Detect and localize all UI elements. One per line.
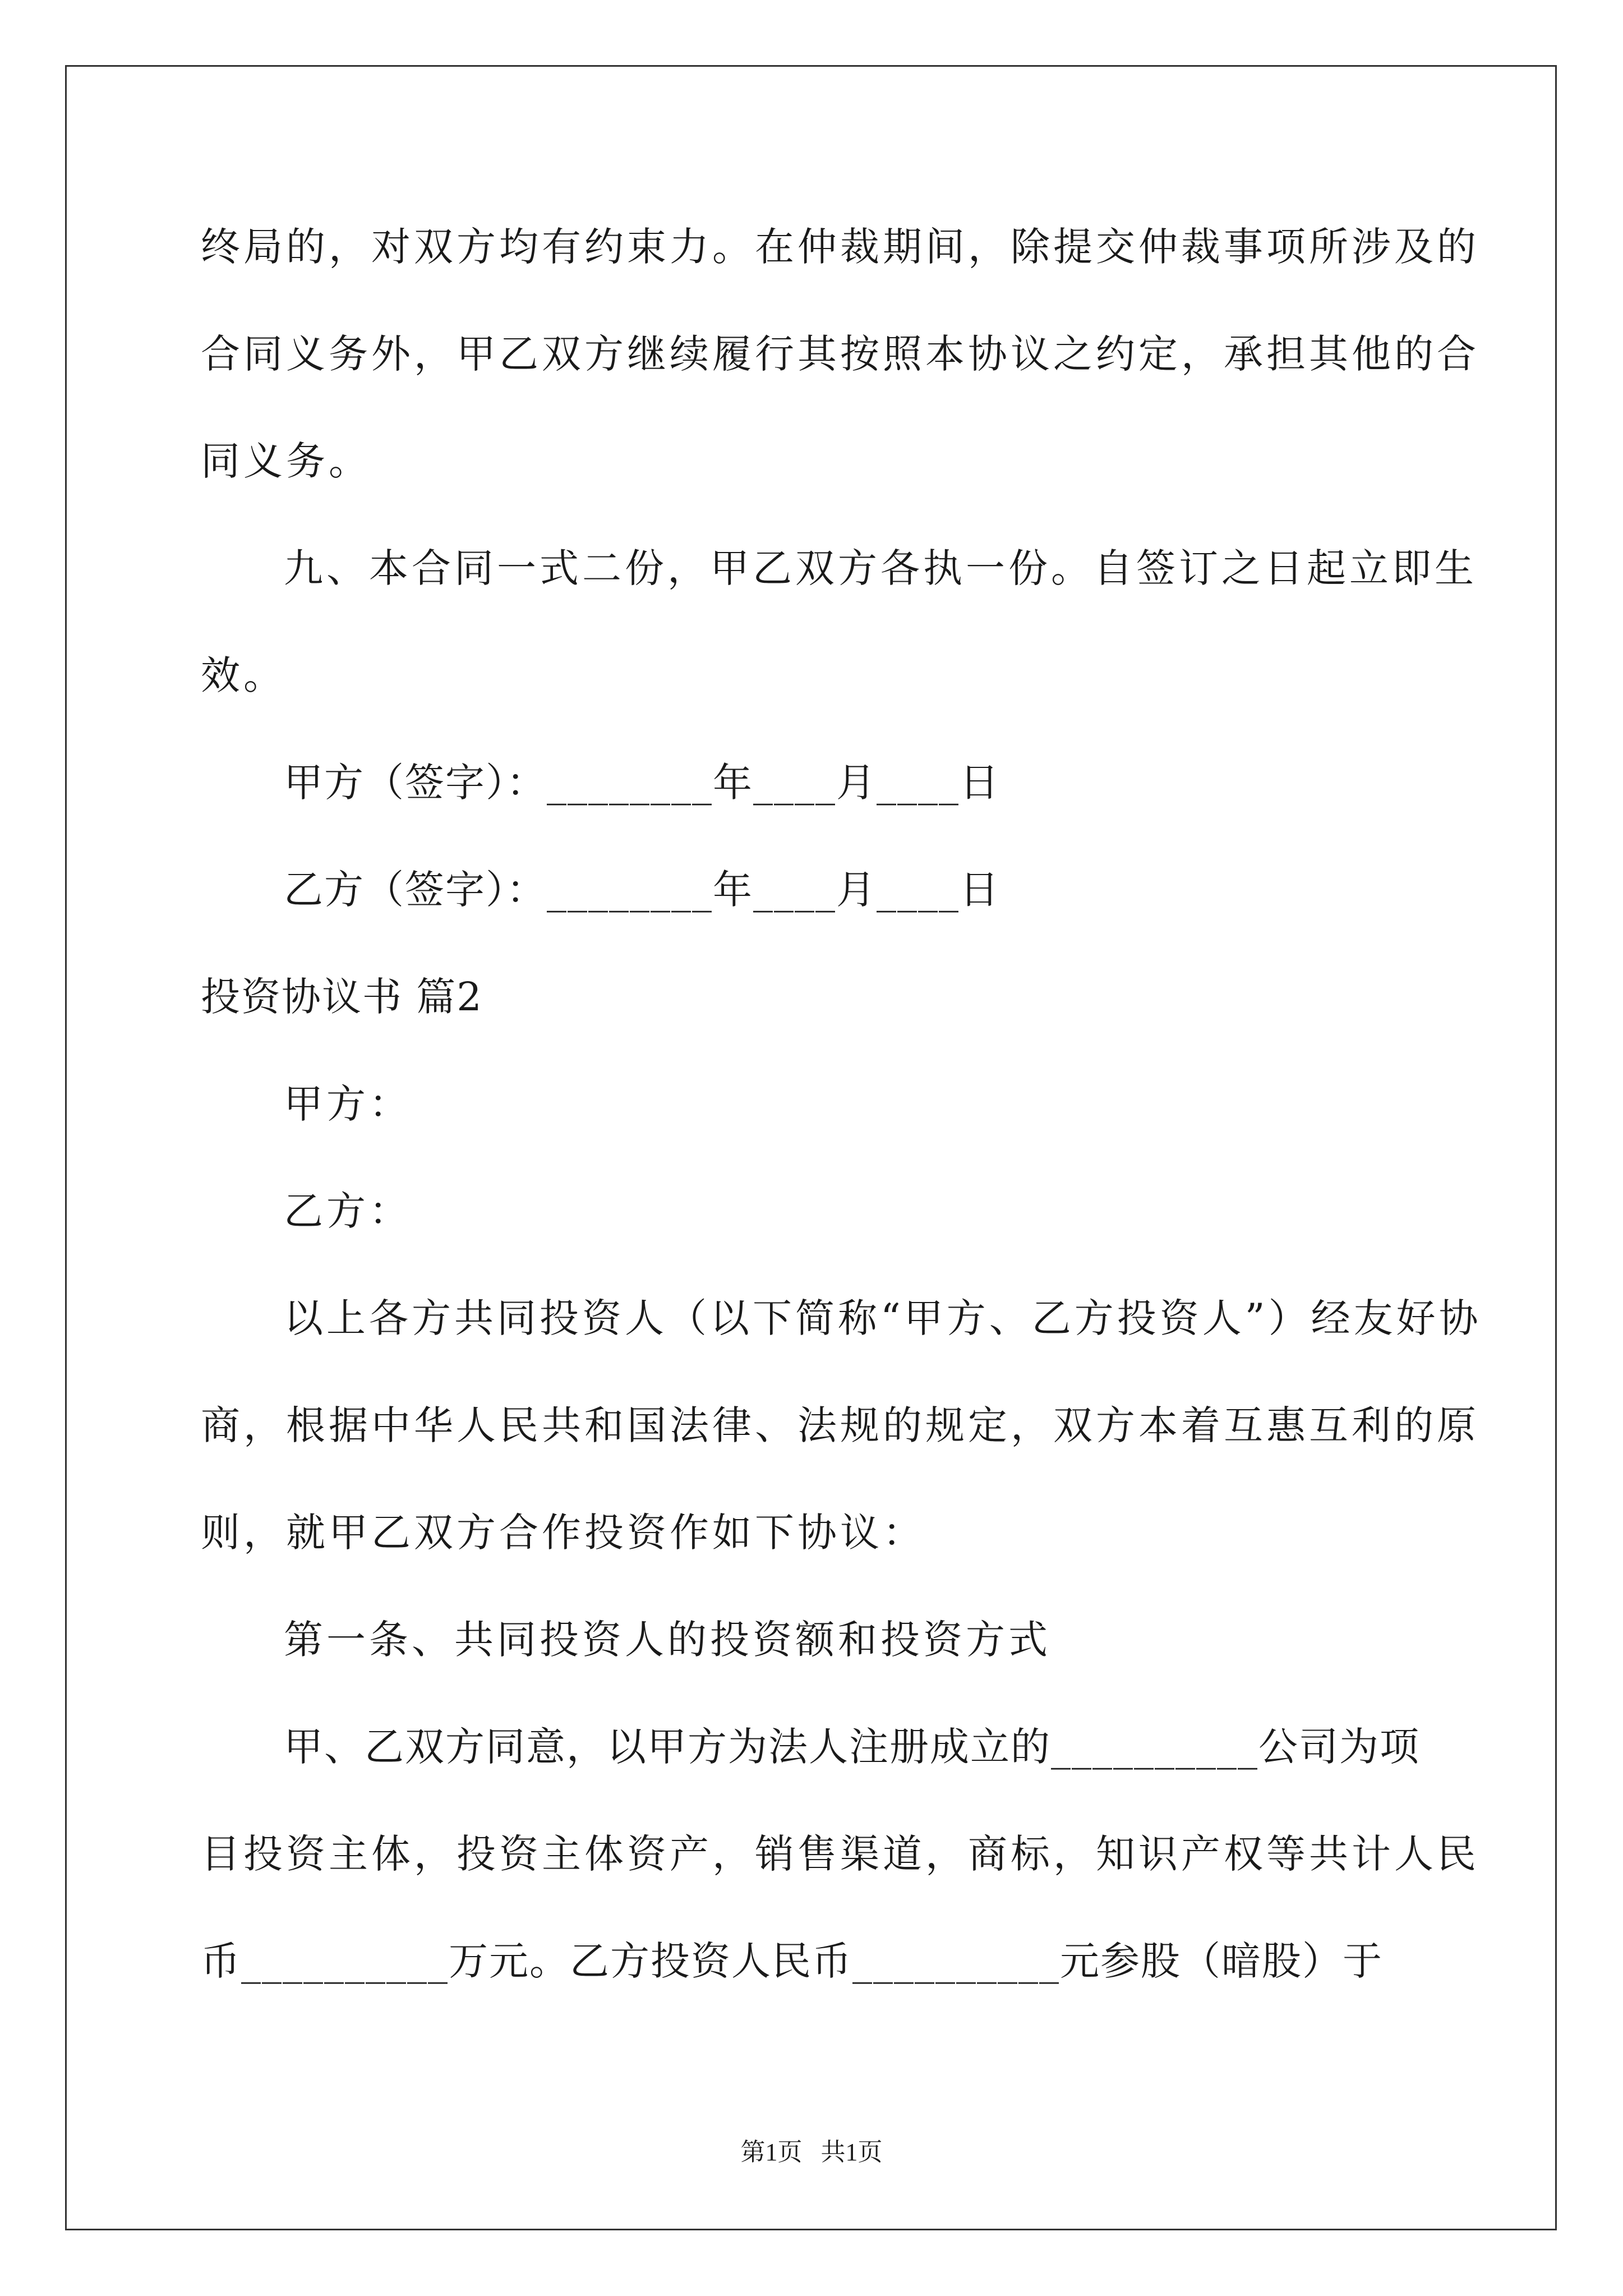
article-one-text: 币__________万元。乙方投资人民币__________元参股（暗股）于 (201, 1938, 1383, 1984)
text-line: 效。 (201, 652, 286, 698)
party-b-label: 乙方： (284, 1188, 412, 1234)
text-line: 合同义务外，甲乙双方继续履行其按照本协议之约定，承担其他的合 (201, 331, 1479, 377)
section-heading: 投资协议书 篇2 (201, 974, 483, 1020)
preamble-line: 商，根据中华人民共和国法律、法规的规定，双方本着互惠互利的原 (201, 1402, 1479, 1448)
clause-nine: 九、本合同一式二份，甲乙双方各执一份。自签订之日起立即生 (284, 545, 1477, 591)
preamble-line: 则，就甲乙双方合作投资作如下协议： (201, 1510, 925, 1556)
party-a-label: 甲方： (284, 1081, 412, 1127)
party-b-signature-line: 乙方（签字）：________年____月____日 (284, 867, 1000, 913)
page-number-footer: 第1页 共1页 (740, 2138, 883, 2166)
document-body (201, 219, 1482, 2040)
preamble-line: 以上各方共同投资人（以下简称“甲方、乙方投资人”）经友好协 (284, 1295, 1482, 1341)
text-line: 同义务。 (201, 438, 371, 484)
article-one-heading: 第一条、共同投资人的投资额和投资方式 (284, 1617, 1051, 1663)
article-one-text: 目投资主体，投资主体资产，销售渠道，商标，知识产权等共计人民 (201, 1831, 1479, 1877)
article-one-text: 甲、乙双方同意，以甲方为法人注册成立的__________公司为项 (284, 1724, 1420, 1770)
text-line: 终局的，对双方均有约束力。在仲裁期间，除提交仲裁事项所涉及的 (201, 224, 1479, 270)
party-a-signature-line: 甲方（签字）：________年____月____日 (284, 760, 1000, 806)
